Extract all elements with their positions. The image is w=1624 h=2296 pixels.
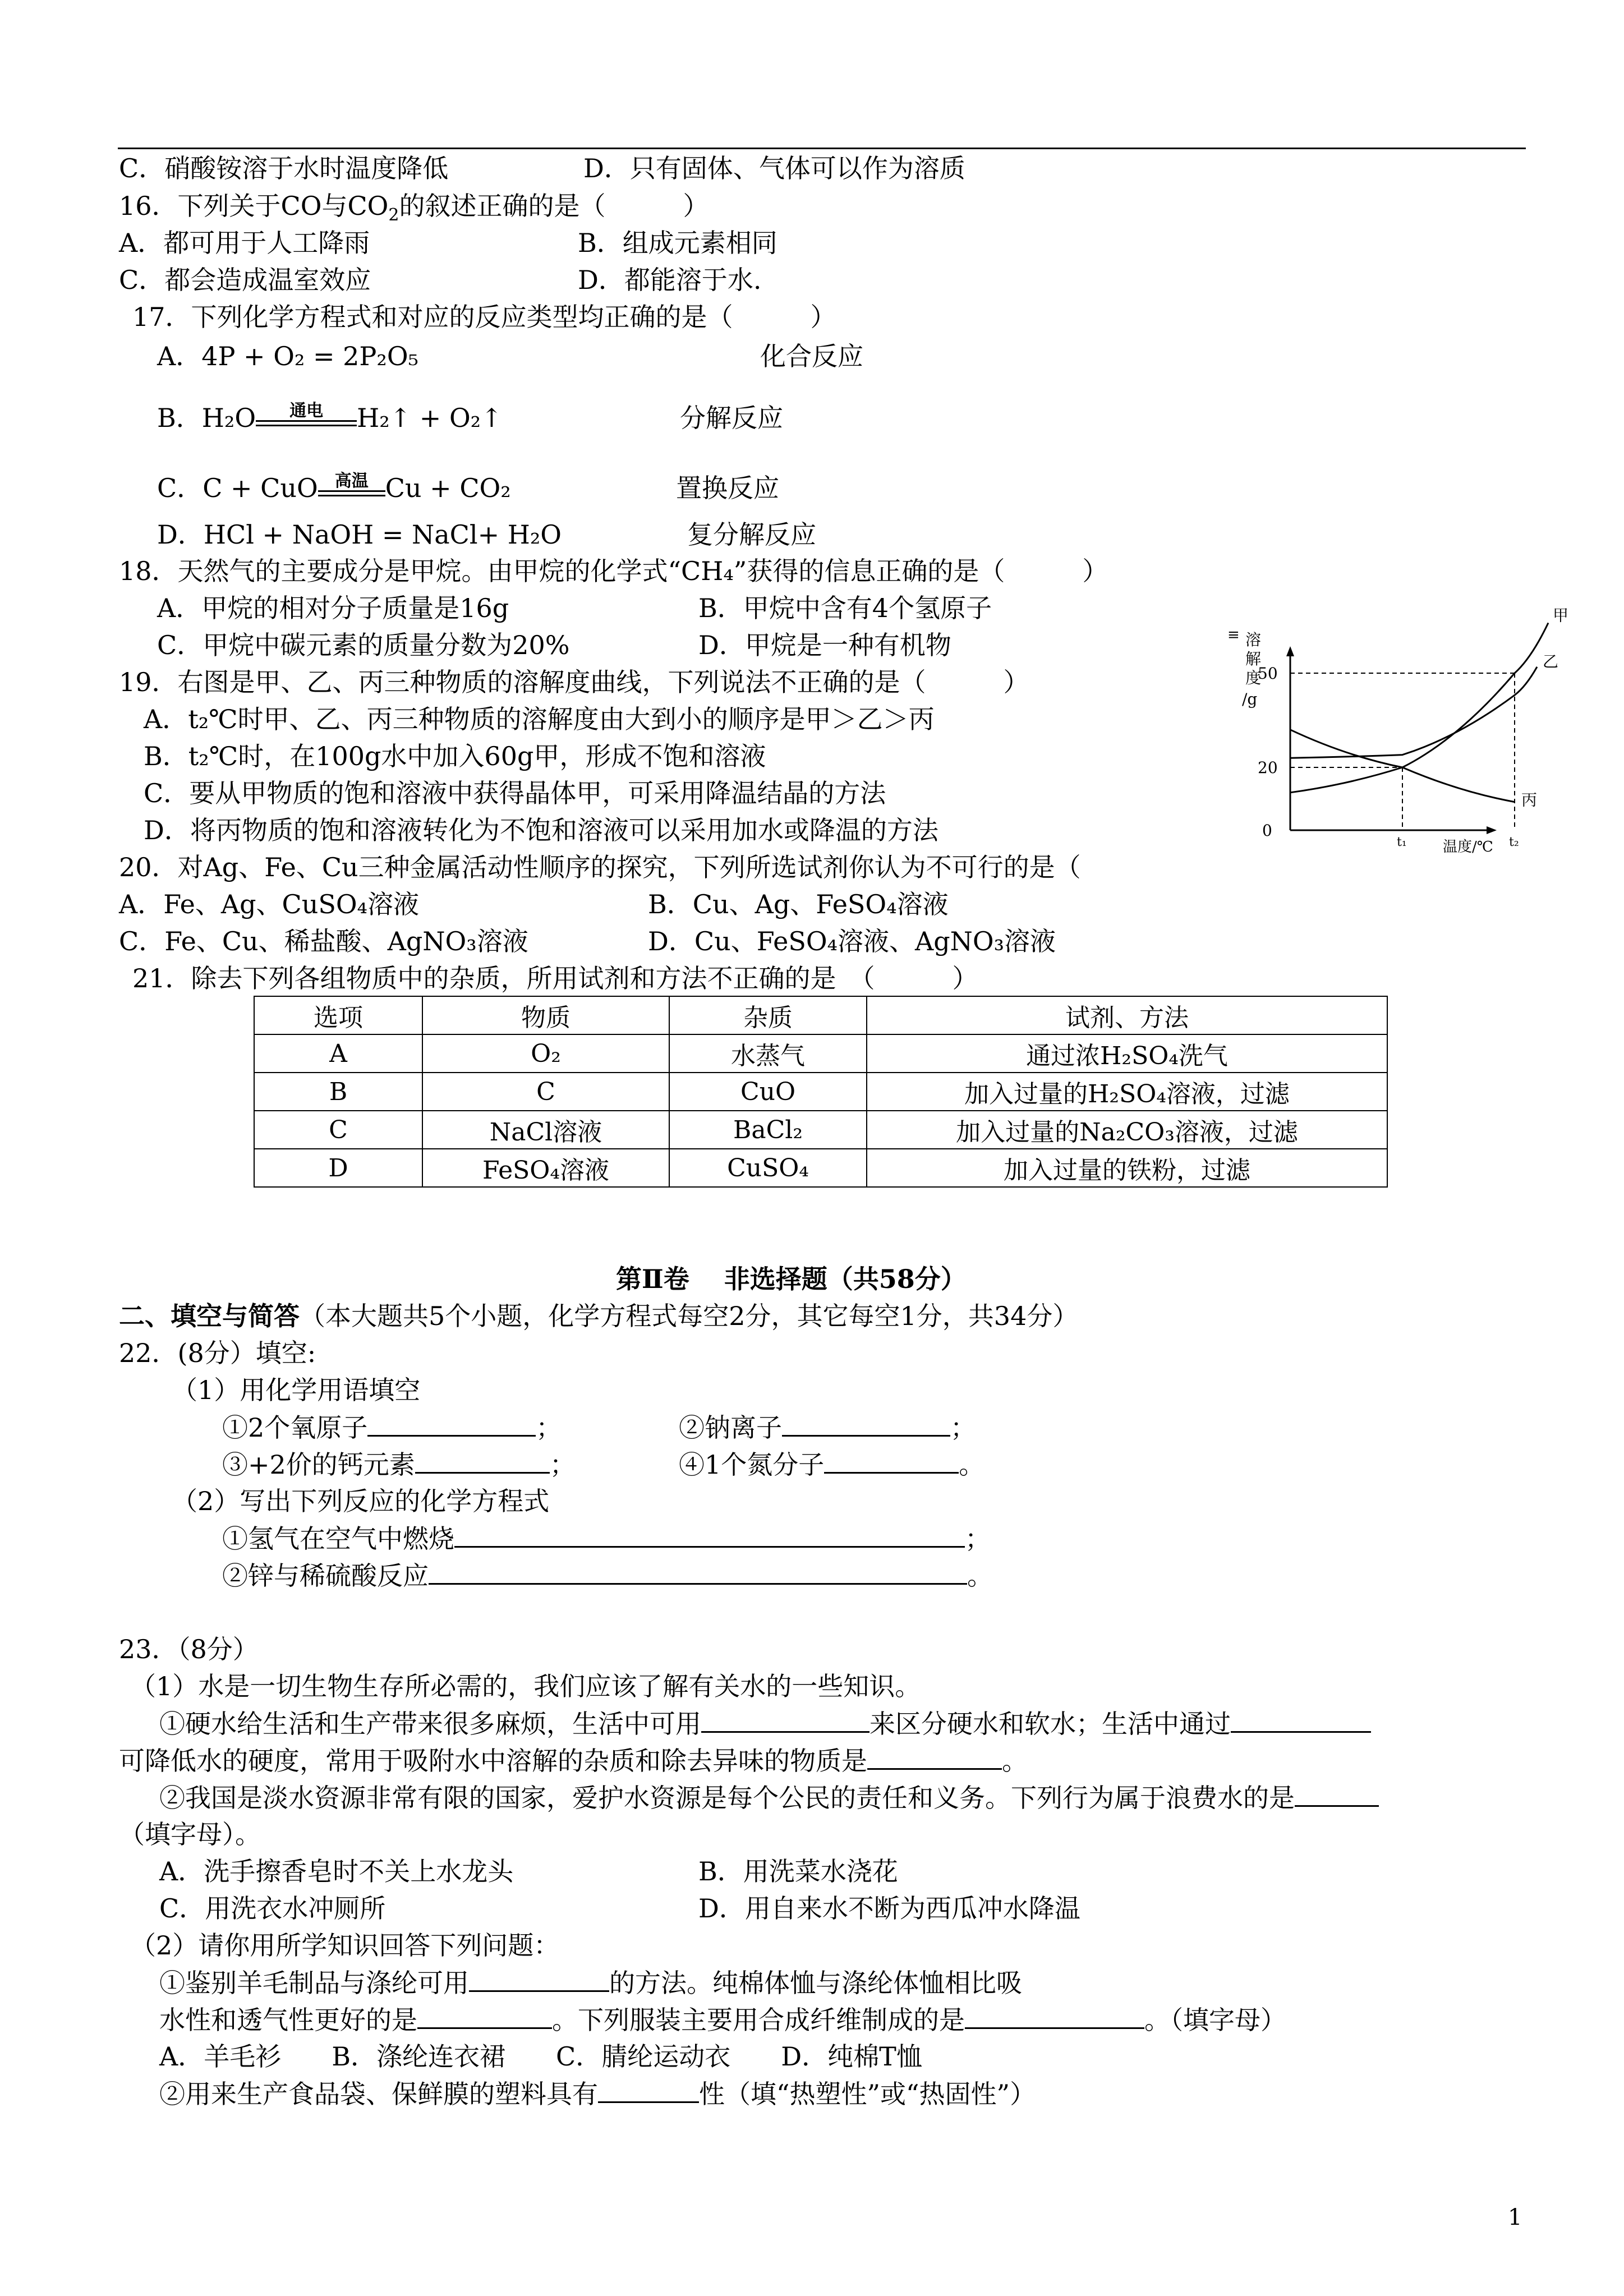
q19-option-c: C．要从甲物质的饱和溶液中获得晶体甲，可采用降温结晶的方法 bbox=[144, 778, 886, 808]
answer-blank[interactable] bbox=[824, 1447, 959, 1474]
q20-stem: 20．对Ag、Fe、Cu三种金属活动性顺序的探究，下列所选试剂你认为不可行的是（ bbox=[119, 852, 1081, 882]
q23-line1b-cont: （填字母）。 bbox=[119, 1819, 261, 1849]
q17-option-d: D．HCl + NaOH = NaCl+ H₂O bbox=[157, 519, 562, 550]
y-axis-label-4: /g bbox=[1242, 690, 1258, 708]
answer-blank[interactable] bbox=[367, 1410, 536, 1437]
series-label: 甲 bbox=[1553, 606, 1569, 625]
q17-type-b: 分解反应 bbox=[680, 403, 783, 433]
q23-line1a-cont: 可降低水的硬度，常用于吸附水中溶解的杂质和除去异味的物质是 。 bbox=[119, 1743, 1028, 1778]
series-label: 丙 bbox=[1521, 790, 1538, 809]
q16-option-b: B．组成元素相同 bbox=[578, 228, 778, 258]
q22-item1: ①2个氧原子 ； bbox=[222, 1410, 562, 1444]
answer-blank[interactable] bbox=[701, 1706, 869, 1733]
table-cell: 选项 bbox=[254, 996, 422, 1034]
table-cell: 加入过量的铁粉，过滤 bbox=[867, 1149, 1387, 1187]
q22-item3: ③+2价的钙元素 ； bbox=[222, 1447, 576, 1481]
q18-option-c: C．甲烷中碳元素的质量分数为20% bbox=[157, 630, 570, 660]
curve-1 bbox=[1290, 667, 1537, 758]
q23-line2b: ②用来生产食品袋、保鲜膜的塑料具有 性（填“热塑性”或“热固性”） bbox=[159, 2077, 1036, 2111]
q23-line2a-cont: 水性和透气性更好的是 。下列服装主要用合成纤维制成的是 。（填字母） bbox=[159, 2003, 1286, 2037]
q20-option-b: B．Cu、Ag、FeSO₄溶液 bbox=[648, 889, 949, 919]
q17-option-b bbox=[157, 401, 503, 435]
answer-blank[interactable] bbox=[469, 1966, 609, 1992]
q21-stem: 21．除去下列各组物质中的杂质，所用试剂和方法不正确的是 （ ） bbox=[132, 963, 978, 993]
answer-blank[interactable] bbox=[1231, 1706, 1371, 1733]
q17-option-a: A．4P + O₂ = 2P₂O₅ bbox=[157, 341, 418, 371]
q18-option-a: A．甲烷的相对分子质量是16g bbox=[157, 593, 509, 623]
page-number: 1 bbox=[1508, 2205, 1522, 2230]
q17-type-c: 置换反应 bbox=[676, 473, 779, 503]
q20-option-c: C．Fe、Cu、稀盐酸、AgNO₃溶液 bbox=[119, 926, 528, 956]
q22-sub2: （2）写出下列反应的化学方程式 bbox=[172, 1486, 550, 1516]
q15-option-c: C．硝酸铵溶于水时温度降低 bbox=[119, 153, 449, 183]
table-cell: 加入过量的Na₂CO₃溶液，过滤 bbox=[867, 1111, 1387, 1149]
q19-option-b: B．t₂℃时，在100g水中加入60g甲，形成不饱和溶液 bbox=[144, 741, 766, 771]
q15-option-d: D．只有固体、气体可以作为溶质 bbox=[583, 153, 965, 183]
table-cell: 水蒸气 bbox=[669, 1034, 867, 1073]
answer-blank[interactable] bbox=[454, 1521, 965, 1548]
answer-blank[interactable] bbox=[429, 1558, 967, 1585]
answer-blank[interactable] bbox=[598, 2077, 699, 2103]
q16-option-a: A．都可用于人工降雨 bbox=[119, 228, 370, 258]
q17-c-rhs: Cu + CO₂ bbox=[385, 473, 511, 503]
table-cell: 通过浓H₂SO₄洗气 bbox=[867, 1034, 1387, 1073]
q18-stem: 18．天然气的主要成分是甲烷。由甲烷的化学式“CH₄”获得的信息正确的是（ ） bbox=[119, 556, 1108, 586]
q17-b-lhs: B．H₂O bbox=[157, 403, 256, 433]
answer-blank[interactable] bbox=[965, 2003, 1144, 2029]
y-axis-label-3: 度 bbox=[1245, 669, 1262, 687]
answer-blank[interactable] bbox=[1295, 1780, 1379, 1807]
y-tick-label: 20 bbox=[1258, 758, 1278, 777]
condition-label: 高温 bbox=[334, 471, 369, 491]
q21-table bbox=[254, 996, 1388, 1188]
q17-c-lhs: C．C + CuO bbox=[157, 473, 318, 503]
q16-option-c: C．都会造成温室效应 bbox=[119, 265, 371, 295]
q23-line2a: ①鉴别羊毛制品与涤纶可用 的方法。纯棉体恤与涤纶体恤相比吸 bbox=[159, 1966, 1022, 2000]
y-axis-arrow bbox=[1286, 646, 1294, 656]
table-cell: 加入过量的H₂SO₄溶液，过滤 bbox=[867, 1073, 1387, 1111]
section-heading: 二、填空与简答（本大题共5个小题，化学方程式每空2分，其它每空1分，共34分） bbox=[119, 1301, 1079, 1331]
q18-option-b: B．甲烷中含有4个氢原子 bbox=[698, 593, 992, 623]
table-row bbox=[254, 1149, 1387, 1187]
answer-blank[interactable] bbox=[782, 1410, 950, 1437]
q17-type-d: 复分解反应 bbox=[687, 519, 816, 550]
table-cell: CuSO₄ bbox=[669, 1149, 867, 1187]
condition-arrow bbox=[318, 471, 385, 505]
table-cell: C bbox=[422, 1073, 669, 1111]
table-cell: A bbox=[254, 1034, 422, 1073]
q17-type-a: 化合反应 bbox=[760, 341, 863, 371]
table-row bbox=[254, 1111, 1387, 1149]
x-tick-label: t₁ bbox=[1397, 835, 1407, 849]
series-label: 乙 bbox=[1543, 652, 1559, 671]
q23-option-d: D．用自来水不断为西瓜冲水降温 bbox=[698, 1893, 1080, 1924]
q17-b-rhs: H₂↑ + O₂↑ bbox=[357, 403, 503, 433]
condition-label: 通电 bbox=[289, 401, 324, 421]
table-header-row bbox=[254, 996, 1387, 1034]
q16-stem: 16．下列关于CO与$CO_2$的叙述正确的是（ ） bbox=[119, 191, 709, 226]
table-row bbox=[254, 1073, 1387, 1111]
table-row bbox=[254, 1034, 1387, 1073]
q16-option-d: D．都能溶于水. bbox=[578, 265, 762, 295]
table-cell: 试剂、方法 bbox=[867, 996, 1387, 1034]
answer-blank[interactable] bbox=[415, 1447, 550, 1474]
answer-blank[interactable] bbox=[867, 1743, 1002, 1770]
y-axis-label-2: 解 bbox=[1245, 650, 1262, 668]
q20-option-d: D．Cu、FeSO₄溶液、AgNO₃溶液 bbox=[648, 926, 1056, 956]
q23-fibre-options: A．羊毛衫 B．涤纶连衣裙 C．腈纶运动衣 D．纯棉T恤 bbox=[159, 2041, 922, 2072]
table-cell: NaCl溶液 bbox=[422, 1111, 669, 1149]
q22-item4: ④1个氮分子 。 bbox=[679, 1447, 984, 1481]
table-cell: D bbox=[254, 1149, 422, 1187]
q23-stem: 23．（8分） bbox=[119, 1634, 259, 1664]
q20-option-a: A．Fe、Ag、CuSO₄溶液 bbox=[119, 889, 419, 919]
x-axis-label: 温度/℃ bbox=[1443, 839, 1493, 855]
q19-option-d: D．将丙物质的饱和溶液转化为不饱和溶液可以采用加水或降温的方法 bbox=[144, 815, 938, 845]
q22-sub1: （1）用化学用语填空 bbox=[172, 1375, 421, 1405]
table-cell: B bbox=[254, 1073, 422, 1111]
table-cell: 物质 bbox=[422, 996, 669, 1034]
q23-option-b: B．用洗菜水浇花 bbox=[698, 1856, 898, 1887]
table-cell: C bbox=[254, 1111, 422, 1149]
x-axis-arrow bbox=[1487, 826, 1497, 834]
table-cell: 杂质 bbox=[669, 996, 867, 1034]
q23-option-c: C．用洗衣水冲厕所 bbox=[159, 1893, 386, 1924]
y-axis-label-1: 溶 bbox=[1245, 631, 1262, 649]
x-tick-label: t₂ bbox=[1509, 835, 1519, 849]
answer-blank[interactable] bbox=[417, 2003, 552, 2029]
y-tick-label: 50 bbox=[1258, 664, 1278, 683]
q22-stem: 22．(8分）填空: bbox=[119, 1338, 316, 1368]
table-cell: CuO bbox=[669, 1073, 867, 1111]
corner-mark: ≡ bbox=[1227, 627, 1240, 643]
header-rule bbox=[118, 148, 1526, 149]
q19-stem: 19．右图是甲、乙、丙三种物质的溶解度曲线，下列说法不正确的是（ ） bbox=[119, 667, 1029, 697]
q19-option-a: A．t₂℃时甲、乙、丙三种物质的溶解度由大到小的顺序是甲＞乙＞丙 bbox=[144, 704, 935, 734]
q23-line1b: ②我国是淡水资源非常有限的国家，爱护水资源是每个公民的责任和义务。下列行为属于浪费水的是 bbox=[159, 1780, 1379, 1815]
q23-line1a: ①硬水给生活和生产带来很多麻烦，生活中可用 来区分硬水和软水；生活中通过 bbox=[159, 1706, 1371, 1741]
q22-eq1: ①氢气在空气中燃烧 ； bbox=[222, 1521, 991, 1556]
part2-title: 第Ⅱ卷 非选择题（共58分） bbox=[616, 1264, 967, 1294]
table-cell: BaCl₂ bbox=[669, 1111, 867, 1149]
curve-0 bbox=[1290, 623, 1548, 792]
condition-arrow bbox=[256, 401, 357, 435]
q23-part2: （2）请你用所学知识回答下列问题： bbox=[130, 1930, 560, 1961]
q17-stem: 17．下列化学方程式和对应的反应类型均正确的是（ ） bbox=[132, 302, 836, 332]
y-tick-label: 0 bbox=[1262, 821, 1272, 840]
q23-option-a: A．洗手擦香皂时不关上水龙头 bbox=[159, 1856, 514, 1887]
table-cell: O₂ bbox=[422, 1034, 669, 1073]
q18-option-d: D．甲烷是一种有机物 bbox=[698, 630, 951, 660]
q22-eq2: ②锌与稀硫酸反应 。 bbox=[222, 1558, 993, 1593]
q17-option-c bbox=[157, 471, 511, 505]
q23-part1: （1）水是一切生物生存所必需的，我们应该了解有关水的一些知识。 bbox=[130, 1671, 921, 1701]
table-cell: FeSO₄溶液 bbox=[422, 1149, 669, 1187]
solubility-chart bbox=[1223, 606, 1569, 886]
q22-item2: ②钠离子 ； bbox=[679, 1410, 976, 1444]
